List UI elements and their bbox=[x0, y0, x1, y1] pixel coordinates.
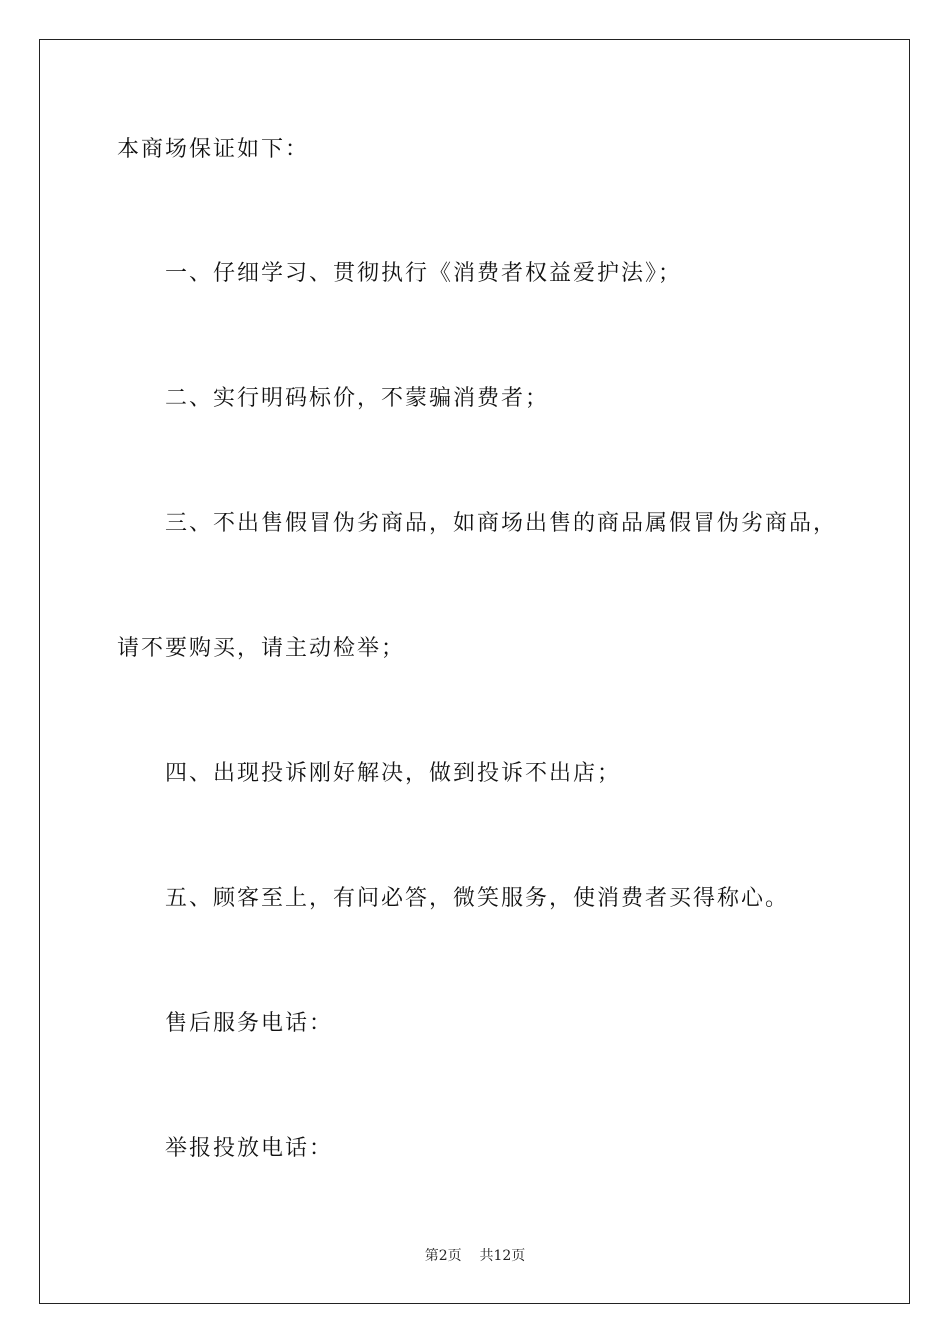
page-frame bbox=[39, 39, 910, 1304]
item-3-line: 三、不出售假冒伪劣商品，如商场出售的商品属假冒伪劣商品， bbox=[165, 511, 838, 536]
item-5-line: 五、顾客至上，有问必答，微笑服务，使消费者买得称心。 bbox=[165, 886, 790, 911]
item-2-line: 二、实行明码标价，不蒙骗消费者； bbox=[165, 386, 550, 411]
item-3-continuation-line: 请不要购买，请主动检举； bbox=[117, 636, 406, 661]
after-sales-phone-line: 售后服务电话： bbox=[165, 1011, 334, 1036]
report-phone-line: 举报投放电话： bbox=[165, 1136, 334, 1161]
intro-line: 本商场保证如下： bbox=[117, 137, 310, 162]
item-1-line: 一、仔细学习、贯彻执行《消费者权益爱护法》； bbox=[165, 261, 683, 286]
page-footer: 第2页 共12页 bbox=[424, 1248, 526, 1264]
item-4-line: 四、出现投诉刚好解决，做到投诉不出店； bbox=[165, 761, 622, 786]
